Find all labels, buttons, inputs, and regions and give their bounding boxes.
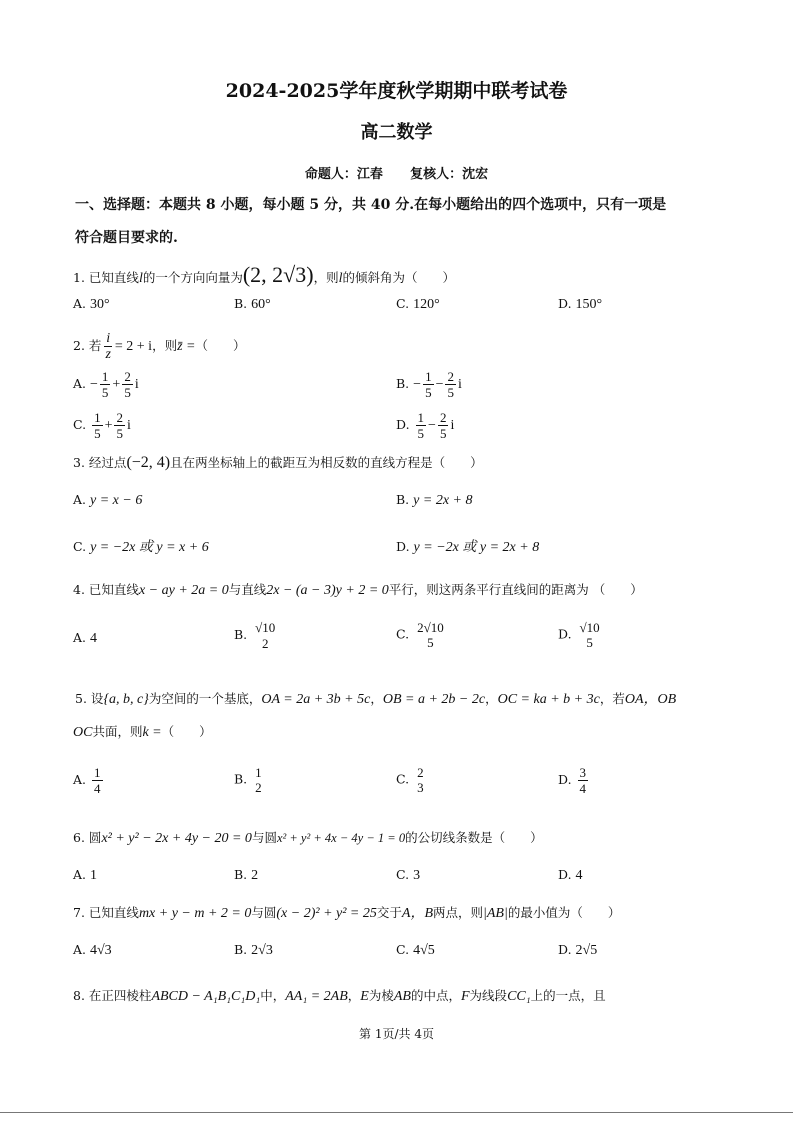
question-number: 3. [73,455,85,470]
question-3: 3. 经过点(−2, 4)且在两坐标轴上的截距互为相反数的直线方程是（ ） [73,454,483,471]
question-number: 1. [73,270,85,285]
option-b: B. 2 [234,867,259,883]
option-d: D. y = −2x 或 y = 2x + 8 [396,539,540,555]
option-c: C. $\frac{1}{5}$ + $\frac{2}{5}$ i [73,410,131,441]
option-c: C. 2√10 5 [396,620,444,650]
section-heading-line2: 符合题目要求的. [75,230,178,246]
option-b: B. 1 2 [234,765,262,795]
option-b: B. √10 2 [234,620,276,651]
exam-title: 2024-2025学年度秋学期期中联考试卷 [225,80,568,102]
page-footer: 第 1页/共 4页 [359,1027,434,1041]
option-c: C. y = −2x 或 y = x + 6 [73,539,209,555]
option-b: B. − $\frac{1}{5}$ − $\frac{2}{5}$ i [396,369,462,400]
direction-vector: (2, 2√3) [242,262,314,287]
option-d: D. 2√5 [558,942,598,958]
option-c: C. 4√5 [396,942,435,958]
option-d: D. 150° [558,296,603,312]
option-a: A. − $\frac{1}{5}$ + $\frac{2}{5}$ i [73,369,139,400]
option-c: C. 3 [396,867,421,883]
option-a: A. 1 [73,867,97,883]
question-number: 5. [75,691,87,706]
question-4: 4. 已知直线x − ay + 2a = 0与直线2x − (a − 3)y + 2 = 0平行，则这两条平行直线间的距离为 （ ） [73,582,643,598]
question-1: 1. 已知直线l的一个方向向量为(2, 2√3)，则l的倾斜角为（ ） [73,262,455,287]
question-number: 6. [73,830,85,845]
option-d: D. √10 5 [558,620,600,650]
question-8: 8. 在正四棱柱ABCD − A₁B₁C₁D₁中，AA₁ = 2AB，E为棱AB的中点，F为线段CC₁上的一点，且 [73,988,606,1004]
question-number: 8. [73,988,85,1003]
question-6: 6. 圆x² + y² − 2x + 4y − 20 = 0与圆x² + y² + 4x − 4y − 1 = 0的公切线条数是（ ） [73,830,543,846]
option-a: A. 4√3 [73,942,112,958]
option-d: D. $\frac{3}{4}$ [558,765,587,796]
option-a: A. y = x − 6 [73,492,143,508]
option-b: B. 60° [234,296,271,312]
option-c: C. 2 3 [396,765,424,795]
option-b: B. 2√3 [234,942,273,958]
section-heading-line1: 一、选择题：本题共 8 小题，每小题 5 分，共 40 分.在每小题给出的四个选项中，只有一项是 [75,197,667,213]
option-c: C. 120° [396,296,440,312]
question-2: 2. 若 $\frac{i}{z}$ = 2 + i，则z̄ =（ ） [73,331,246,362]
page-bottom-divider [0,1112,793,1113]
question-5: 5. 设{a, b, c}为空间的一个基底，OA = 2a + 3b + 5c，OB = a + 2b − 2c，OC = ka + b + 3c，若OA，OB [75,691,677,707]
question-5-line2: OC共面，则k =（ ） [73,724,212,740]
option-d: D. 4 [558,867,583,883]
option-b: B. y = 2x + 8 [396,492,473,508]
question-number: 2. [73,338,85,353]
question-number: 7. [73,905,85,920]
question-7: 7. 已知直线mx + y − m + 2 = 0与圆(x − 2)² + y² = 25交于A，B两点，则|AB|的最小值为（ ） [73,905,621,921]
option-a: A. 30° [73,296,110,312]
option-a: A. $\frac{1}{4}$ [73,765,101,796]
exam-subject: 高二数学 [360,122,433,143]
exam-authors: 命题人：江春 复核人：沈宏 [304,167,489,182]
option-a: A. 4 [73,630,97,646]
question-number: 4. [73,582,85,597]
option-d: D. $\frac{1}{5}$ − $\frac{2}{5}$ i [396,410,455,441]
